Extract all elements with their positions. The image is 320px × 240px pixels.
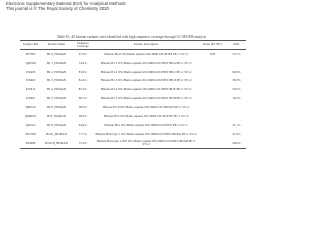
cell-uniprot-id: P0C0S8 [25,131,36,136]
cell-protein-name: H1.2_HUMAN [46,69,67,74]
header-protein-name: Protein Name [41,41,71,50]
header-line-2: This journal is © The Royal Society of Chemistry 2020 [6,6,109,11]
cell-ratio [198,121,227,130]
cell-rsd [227,112,246,121]
cell-protein-name: H2A1_HUMAN [46,131,67,136]
cell-protein-description: Histone H1.1 OS=Homo sapiens OX=9606 GN=HIST1H1A PE=1 SV=3 [100,60,192,65]
cell-uniprot-id: Q92522 [25,122,36,127]
cell-ratio [198,77,227,86]
cell-protein-description: Histone H2A type 1 OS=Homo sapiens OX=9606 GN=HIST1H2AG PE=1 SV=2 [95,131,197,136]
cell-ratio [198,139,227,148]
cell-protein-name: H1.4_HUMAN [46,87,67,92]
cell-rsd: 41.1% [232,122,241,127]
header-protein-description: Protein Description [94,41,198,50]
histone-variants-table [20,40,246,149]
cell-sequence-coverage: 85.4% [78,87,87,92]
cell-protein-description: Histone H1x OS=Homo sapiens OX=9606 GN=H1FX PE=1 SV=1 [104,122,188,127]
cell-protein-description: Histone H1.8 OS=Homo sapiens OX=9606 GN=H1FOO PE=1 SV=1 [102,105,190,110]
table-row [20,130,246,139]
cell-uniprot-id: Q02539 [25,60,36,65]
cell-sequence-coverage: 83.6% [78,69,87,74]
header-uniprot-ids: Uniprot IDs [20,41,41,50]
cell-sequence-coverage: 74.4% [78,60,87,65]
table-header-row [20,41,246,50]
table-row [20,121,246,130]
table-row [20,112,246,121]
cell-protein-description: Histone H1.2 OS=Homo sapiens OX=9606 GN=HIST1H1C PE=1 SV=2 [100,69,192,74]
cell-rsd: 59.0% [232,87,241,92]
cell-protein-name: H1T_HUMAN [47,113,66,118]
cell-sequence-coverage: 47.4% [78,51,87,56]
table-row [20,139,246,148]
cell-sequence-coverage: 68.1% [78,96,87,101]
cell-rsd: 31.6% [232,131,241,136]
cell-rsd: 38.3% [232,78,241,83]
cell-ratio: 8.93 [209,51,216,56]
cell-protein-name: H1.1_HUMAN [46,60,67,65]
cell-rsd: 23.7% [232,51,241,56]
cell-ratio [198,103,227,112]
cell-protein-description: Histone H1.5 OS=Homo sapiens OX=9606 GN=HIST1H1B PE=1 SV=3 [100,96,192,101]
cell-ratio [198,86,227,95]
cell-protein-description: Histone H1t OS=Homo sapiens OX=9606 GN=H1FNT PE=1 SV=4 [103,113,189,118]
cell-protein-name: H2A1B_HUMAN [41,139,71,148]
cell-sequence-coverage: 82.4% [78,78,87,83]
cell-protein-description: Histone H1.4 OS=Homo sapiens OX=9606 GN=HIST1H1E PE=1 SV=2 [100,87,192,92]
cell-sequence-coverage: 58.5% [78,105,87,110]
cell-protein-name: H1X_HUMAN [46,105,67,110]
cell-ratio [198,59,227,68]
header-rsd: RSD [227,41,246,50]
cell-protein-name: H1.3_HUMAN [46,78,67,83]
header-ratio: Ratio (E1+B1) [198,41,227,50]
cell-sequence-coverage: 77.7% [78,131,87,136]
cell-rsd: 18.2% [232,96,241,101]
cell-protein-description: Histone H2A type 1-B/E OS=Homo sapiens OX=9606 GN=HIST1H2AB PE=1 SV=2 [94,139,198,148]
cell-protein-name: H1X_HUMAN [46,122,67,127]
cell-protein-name: H1.5_HUMAN [46,96,67,101]
cell-sequence-coverage: 64.9% [78,122,87,127]
cell-uniprot-id: P10412 [25,87,36,92]
cell-protein-name: H1.0_HUMAN [46,51,67,56]
cell-rsd [227,59,246,68]
cell-sequence-coverage: 75.4% [72,139,94,148]
table-row [20,68,246,77]
cell-uniprot-id: P16403 [25,69,36,74]
table-row [20,86,246,95]
cell-protein-description: Histone H1.0 OS=Homo sapiens OX=9606 GN=H1F0 PE=1 SV=3 [104,51,188,56]
cell-ratio [198,112,227,121]
cell-uniprot-id: Q8IZA3 [25,105,36,110]
cell-uniprot-id: P16402 [25,78,36,83]
cell-uniprot-id: P16401 [25,96,36,101]
cell-uniprot-id: P04908 [20,139,41,148]
table-row [20,103,246,112]
table-row [20,94,246,103]
cell-ratio [198,94,227,103]
header-line-1: Electronic Supplementary Material (ESI) for Analytical Methods [6,1,126,6]
cell-protein-description: Histone H1.3 OS=Homo sapiens OX=9606 GN=HIST1H1D PE=1 SV=2 [100,78,192,83]
journal-header [6,1,126,11]
table-row [20,77,246,86]
table-row [20,50,246,59]
table-caption: Table S3. 40 histone variants were identified with high sequence coverage through LC-MS/MS analysis [56,35,207,39]
header-sequence-coverage: Sequence Coverage [72,41,94,50]
cell-rsd: 49.6% [227,139,246,148]
cell-ratio [198,68,227,77]
table-row [20,59,246,68]
cell-rsd: 89.9% [232,69,241,74]
cell-sequence-coverage: 58.6% [78,113,87,118]
cell-ratio [198,130,227,139]
cell-rsd [227,103,246,112]
cell-uniprot-id: Q96KK5 [24,113,37,118]
cell-uniprot-id: P07305 [25,51,36,56]
